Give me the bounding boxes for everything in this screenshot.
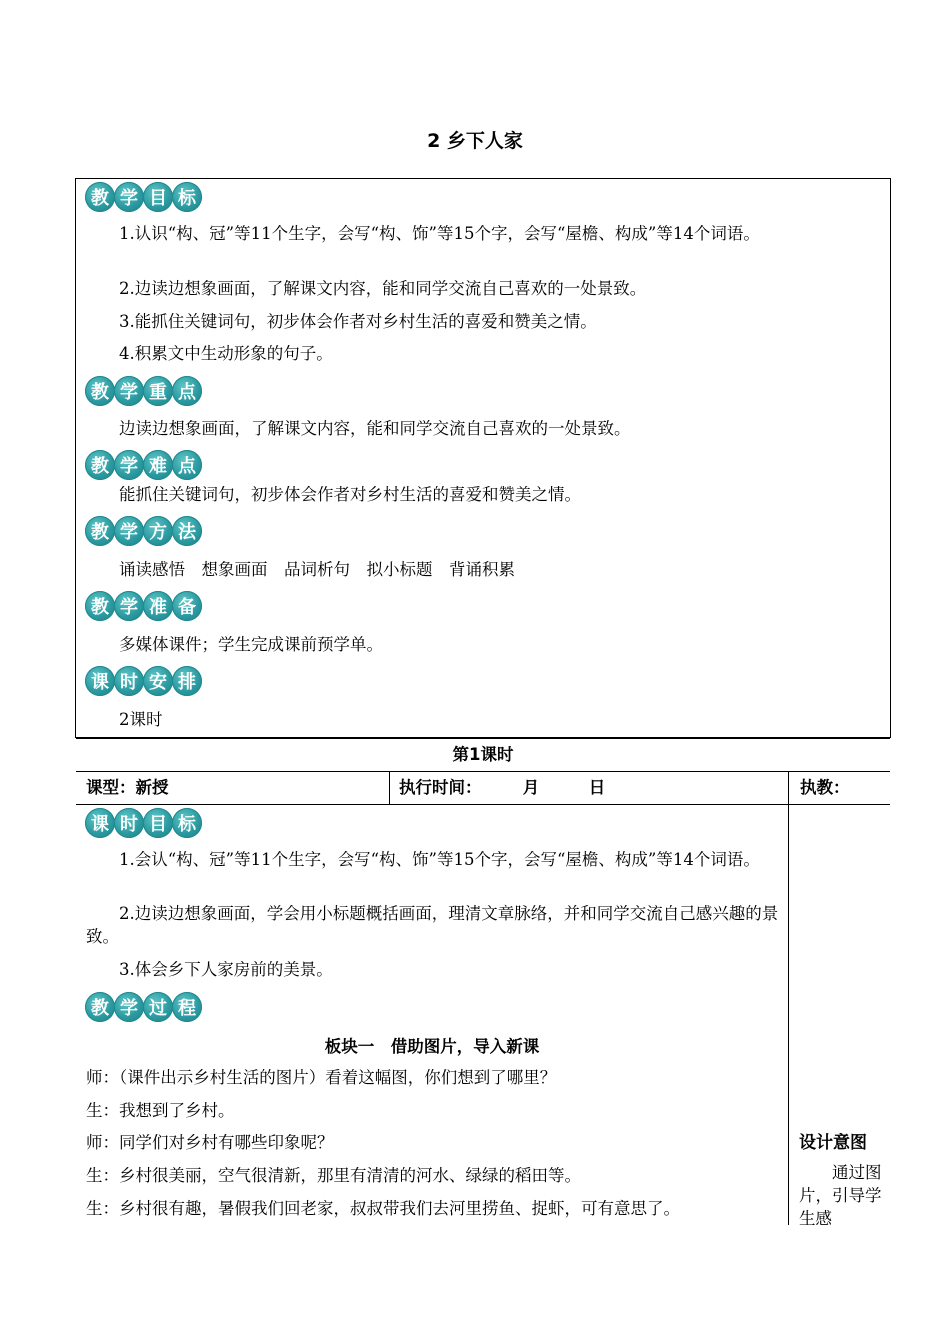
lesson-header: 第1课时 [452,745,514,764]
objective-item: 1.认识“构、冠”等11个生字，会写“构、饰”等15个字，会写“屋檐、构成”等14个词语。 [119,224,760,243]
badge-char: 目 [143,182,173,212]
design-intent-column [788,805,891,1228]
badge-char: 方 [143,516,173,546]
badge-methods [85,516,201,546]
badge-char: 课 [85,808,115,838]
badge-char: 点 [172,376,202,406]
badge-char: 准 [143,591,173,621]
key-points-text: 边读边想象画面，了解课文内容，能和同学交流自己喜欢的一处景致。 [119,419,631,438]
badge-char: 排 [172,666,202,696]
badge-lesson-goals [85,808,201,838]
badge-char: 学 [114,992,144,1022]
badge-char: 教 [85,591,115,621]
dialogue-line: 师：（课件出示乡村生活的图片）看着这幅图，你们想到了哪里？ [86,1068,557,1087]
dialogue-line: 生：我想到了乡村。 [86,1101,235,1120]
badge-teaching-process [85,992,201,1022]
column-divider [389,772,390,804]
design-intent-heading: 设计意图 [799,1133,867,1153]
badge-char: 课 [85,666,115,696]
badge-char: 学 [114,450,144,480]
difficulties-text: 能抓住关键词句，初步体会作者对乡村生活的喜爱和赞美之情。 [119,485,581,504]
badge-char: 教 [85,182,115,212]
lesson-header-row [76,738,890,771]
badge-char: 标 [172,808,202,838]
preparation-text: 多媒体课件；学生完成课前预学单。 [119,635,383,654]
objective-item: 2.边读边想象画面，了解课文内容，能和同学交流自己喜欢的一处景致。 [119,279,647,298]
lesson-goal-item: 2.边读边想象画面，学会用小标题概括画面，理清文章脉络，并和同学交流自己感兴趣的景致。 [86,904,779,946]
schedule-text: 2课时 [119,710,163,729]
execution-time: 执行时间： 月 日 [399,778,606,797]
badge-teaching-objectives [85,182,201,212]
badge-char: 教 [85,992,115,1022]
lesson-type: 课型：新授 [86,778,169,797]
dialogue-line: 生：乡村很美丽，空气很清新，那里有清清的河水、绿绿的稻田等。 [86,1166,581,1185]
badge-char: 学 [114,516,144,546]
badge-char: 过 [143,992,173,1022]
lesson-plan-table [75,178,891,1228]
overview-section [76,179,890,737]
badge-difficulties [85,450,201,480]
badge-char: 时 [114,666,144,696]
teacher-label: 执教： [800,778,850,797]
badge-schedule [85,666,201,696]
dialogue-line: 师：同学们对乡村有哪些印象呢？ [86,1133,334,1152]
lesson-goal-item: 1.会认“构、冠”等11个生字，会写“构、饰”等15个字，会写“屋檐、构成”等14个词语。 [119,850,760,869]
badge-char: 学 [114,376,144,406]
badge-char: 备 [172,591,202,621]
badge-char: 目 [143,808,173,838]
badge-char: 标 [172,182,202,212]
badge-char: 时 [114,808,144,838]
badge-char: 重 [143,376,173,406]
badge-char: 法 [172,516,202,546]
lesson-meta-row [76,771,890,804]
badge-char: 教 [85,450,115,480]
dialogue-line: 生：乡村很有趣，暑假我们回老家，叔叔带我们去河里捞鱼、捉虾，可有意思了。 [86,1199,680,1218]
objective-item: 3.能抓住关键词句，初步体会作者对乡村生活的喜爱和赞美之情。 [119,312,597,331]
lesson-goal-item: 3.体会乡下人家房前的美景。 [119,960,333,979]
lesson-body [76,804,890,1228]
badge-char: 学 [114,182,144,212]
badge-char: 安 [143,666,173,696]
badge-key-points [85,376,201,406]
badge-char: 难 [143,450,173,480]
badge-char: 点 [172,450,202,480]
methods-text: 诵读感悟 想象画面 品词析句 拟小标题 背诵积累 [119,560,515,579]
objective-item: 4.积累文中生动形象的句子。 [119,344,333,363]
block-title: 板块一 借助图片，导入新课 [324,1037,540,1056]
badge-char: 教 [85,516,115,546]
badge-char: 学 [114,591,144,621]
badge-char: 程 [172,992,202,1022]
column-divider [788,772,789,804]
badge-preparation [85,591,201,621]
badge-char: 教 [85,376,115,406]
design-intent-text: 通过图片，引导学生感 [799,1163,882,1228]
page-title: 2 乡下人家 [427,130,523,152]
